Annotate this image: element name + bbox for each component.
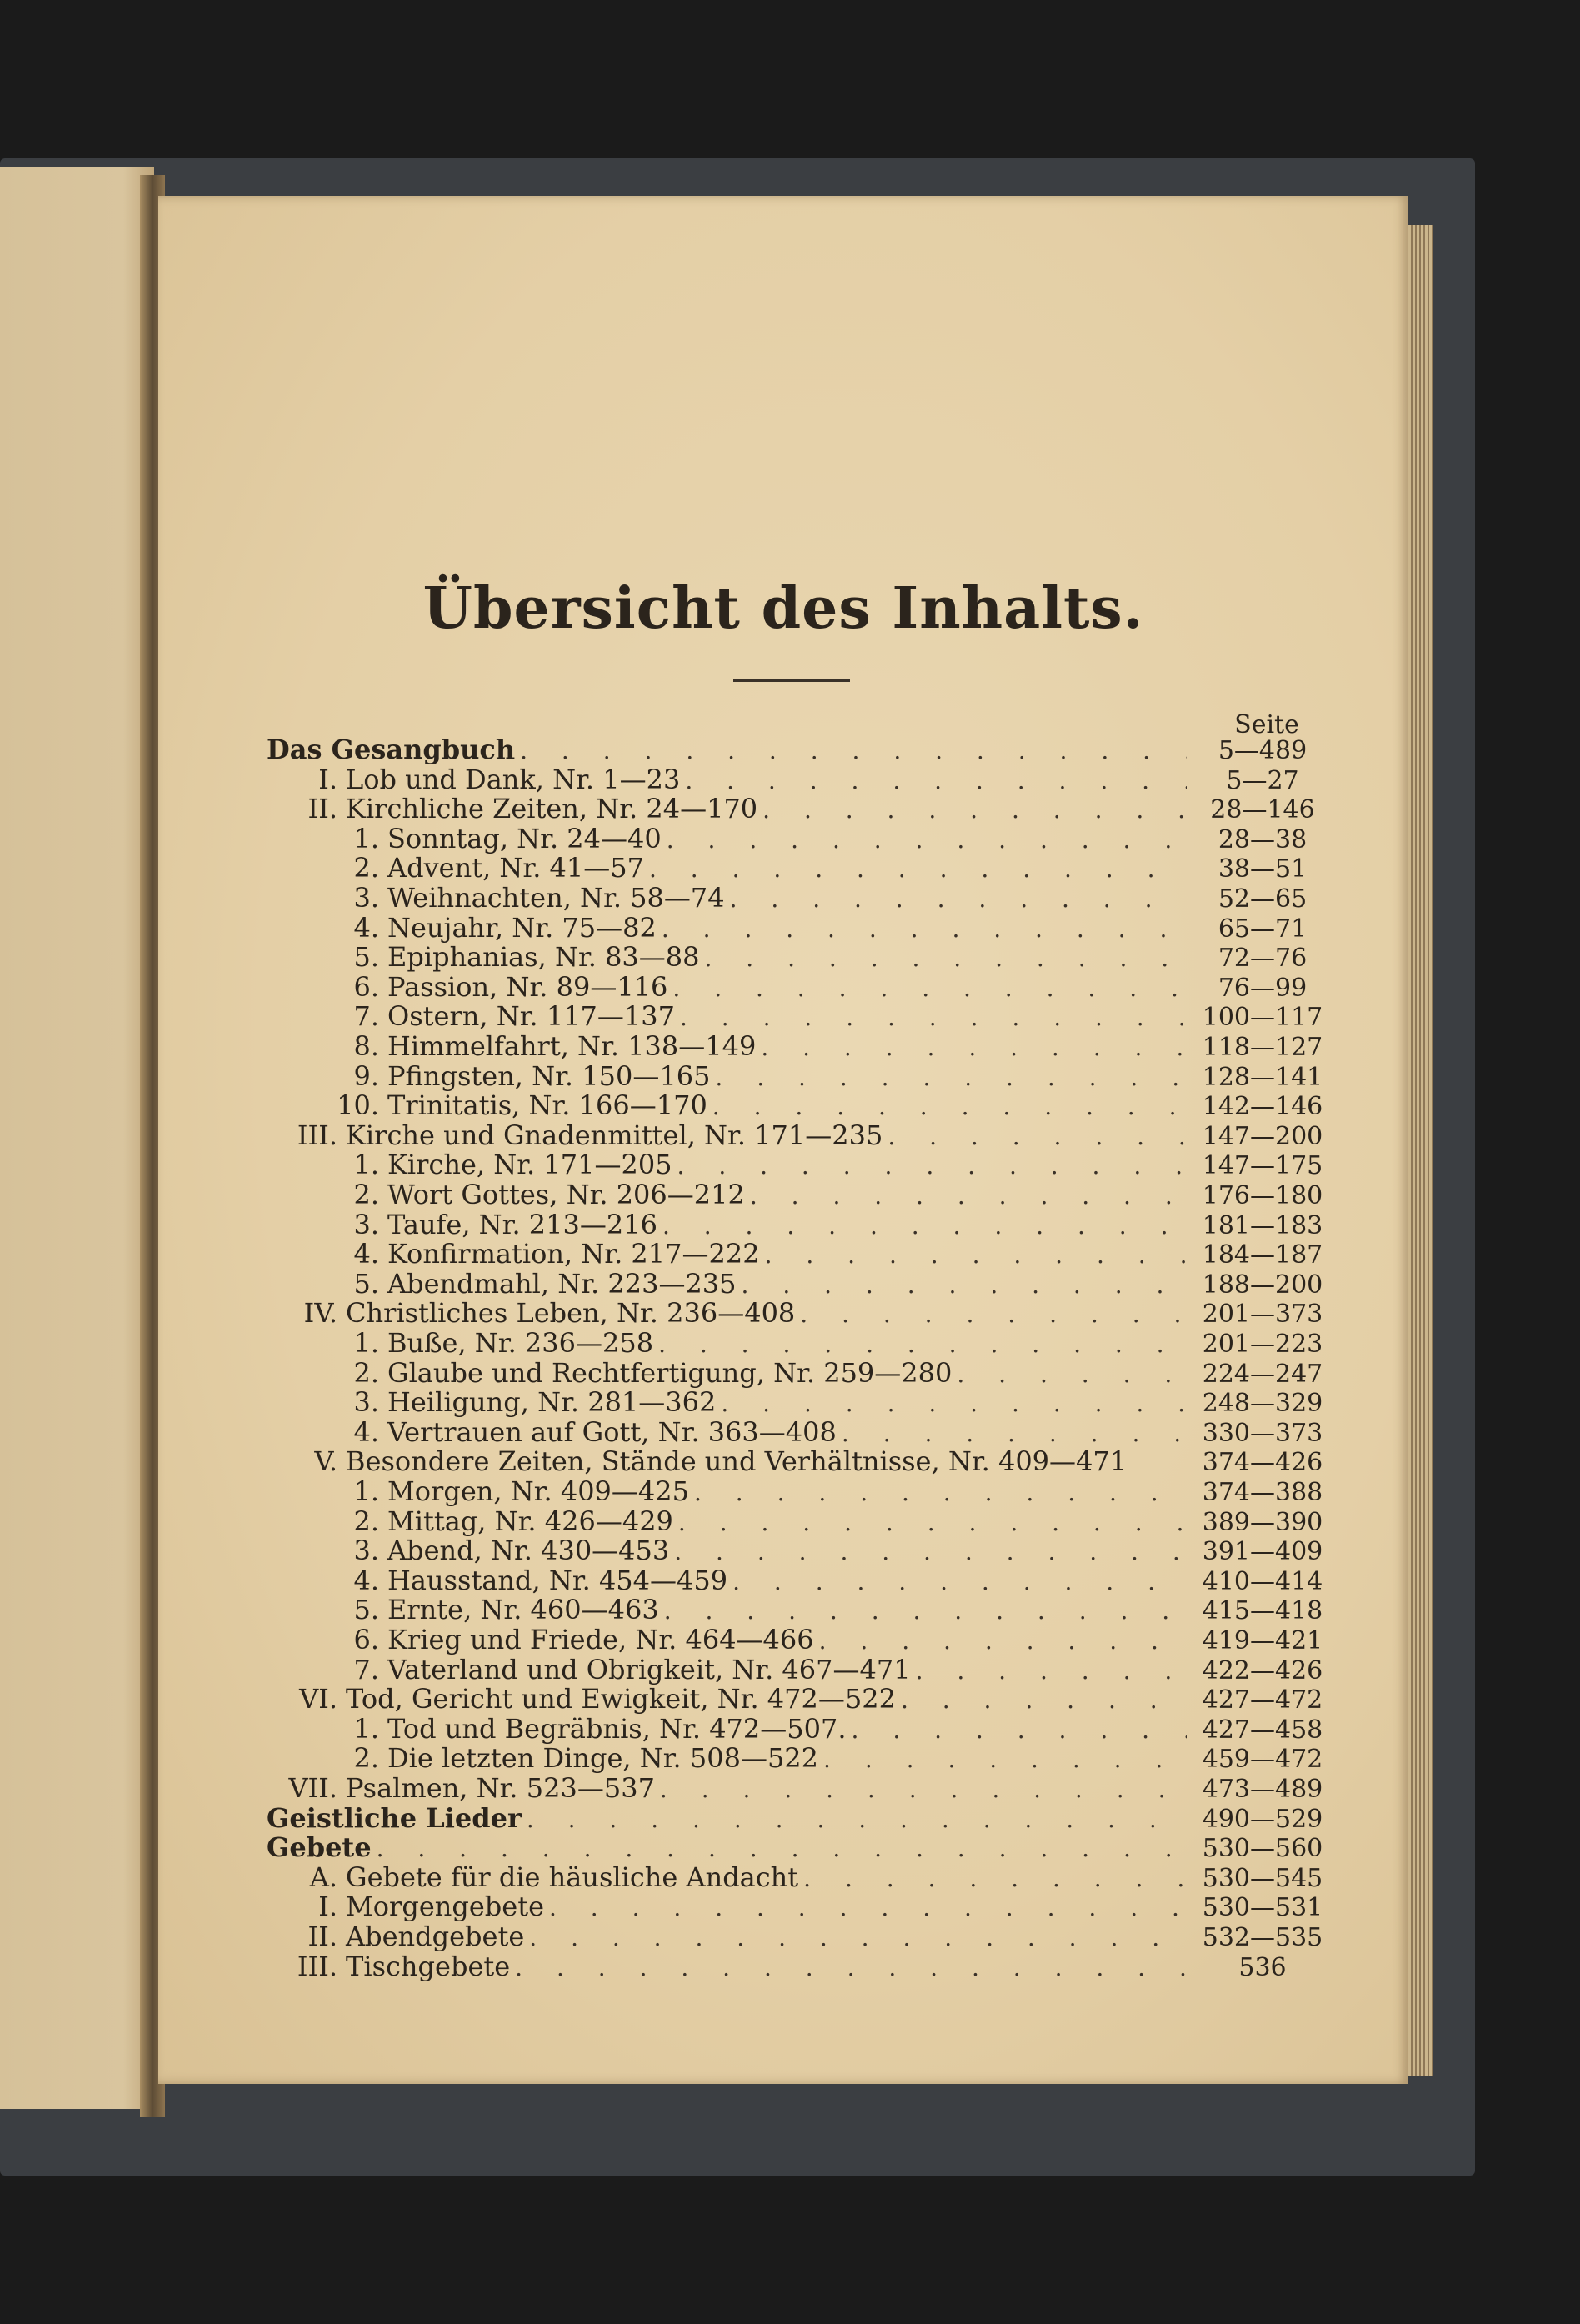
toc-number: 4. [353,1415,379,1448]
toc-label: Abendmahl, Nr. 223—235 [388,1267,737,1300]
toc-label: Trinitatis, Nr. 166—170 [388,1089,708,1122]
toc-row [158,1386,1333,1418]
dot-leader [672,974,1187,1002]
toc-row [158,764,1333,795]
toc-row [158,1209,1333,1240]
toc-page-range: 5—27 [1226,765,1299,795]
toc-row [158,1654,1333,1685]
toc-number: 5. [353,941,379,974]
toc-number: 1. [353,1475,379,1507]
toc-number: 7. [353,1000,379,1033]
toc-page-range: 459—472 [1202,1745,1323,1775]
toc-page-range: 536 [1238,1952,1287,1982]
toc-number: 3. [353,1208,379,1240]
dot-leader [685,767,1187,794]
dot-leader [680,1004,1187,1031]
toc-number: 2. [353,1505,379,1537]
dot-leader [901,1686,1187,1714]
dot-leader [819,1627,1187,1655]
toc-label: Ostern, Nr. 117—137 [388,1000,675,1033]
toc-page-range: 530—560 [1202,1834,1323,1864]
dot-leader [705,944,1188,972]
toc-row [158,1505,1333,1537]
toc-number: I. [318,763,338,795]
toc-label: Abendgebete [346,1921,525,1952]
dot-leader [529,1924,1187,1951]
dot-leader [649,855,1187,883]
toc-label: Besondere Zeiten, Stände und Verhältnisse, Nr. 409—471 [346,1445,1128,1478]
toc-number: VII. [288,1772,338,1804]
toc-label: Kirche und Gnadenmittel, Nr. 171—235 [346,1119,883,1151]
toc-number: 1. [353,1149,379,1181]
toc-label: Lob und Dank, Nr. 1—23 [346,763,681,795]
toc-number: VI. [299,1683,338,1715]
toc-number: IV. [303,1297,338,1330]
toc-row [158,1149,1333,1180]
toc-row [158,912,1333,944]
dot-leader [916,1657,1187,1685]
toc-page-range: 374—388 [1202,1478,1323,1507]
toc-page-range: 118—127 [1202,1033,1323,1062]
toc-number: 9. [353,1059,379,1092]
toc-label: Epiphanias, Nr. 83—88 [388,941,700,974]
toc-number: II. [308,793,338,825]
dot-leader [761,1034,1187,1061]
toc-number: 4. [353,1238,379,1270]
toc-row [158,1891,1333,1922]
toc-label: Glaube und Rechtfertigung, Nr. 259—280 [388,1356,952,1389]
dot-leader [694,1479,1187,1506]
toc-label: Mittag, Nr. 426—429 [388,1505,673,1537]
toc-row [158,1683,1333,1715]
toc-page-range: 65—71 [1218,914,1308,944]
toc-row [158,1594,1333,1625]
toc-label: Morgengebete [346,1891,544,1923]
toc-number: 1. [353,1327,379,1359]
toc-row [158,1713,1333,1745]
toc-row [158,1030,1333,1062]
toc-number: A. [309,1861,338,1893]
dot-leader [712,1093,1187,1120]
toc-row [158,1445,1333,1477]
toc-label: Morgen, Nr. 409—425 [388,1475,689,1507]
toc-label: Himmelfahrt, Nr. 138—149 [388,1030,757,1062]
toc-row [158,1951,1333,1982]
toc-row [158,882,1333,914]
dot-leader [842,1420,1187,1447]
toc-page-range: 490—529 [1202,1804,1323,1834]
toc-label: Gebete [267,1831,372,1864]
toc-page-range: 530—545 [1202,1863,1323,1893]
toc-number: 10. [337,1089,379,1122]
toc-page-range: 147—200 [1202,1121,1323,1151]
toc-row [158,1089,1333,1121]
toc-page-range: 415—418 [1202,1596,1323,1626]
toc-label: Vertrauen auf Gott, Nr. 363—408 [388,1415,837,1448]
toc-page-range: 473—489 [1202,1775,1323,1804]
toc-page-range: 181—183 [1202,1210,1323,1240]
dot-leader [721,1390,1187,1417]
toc-page-range: 224—247 [1202,1359,1323,1389]
toc-number: 7. [353,1653,379,1685]
dot-leader [715,1064,1187,1091]
toc-label: Kirche, Nr. 171—205 [388,1149,672,1181]
toc-number: 3. [353,1386,379,1419]
toc-page-range: 188—200 [1202,1270,1323,1300]
toc-page-range: 201—223 [1202,1330,1323,1359]
toc-row [158,1416,1333,1448]
toc-page-range: 530—531 [1202,1893,1323,1923]
toc-label: Heiligung, Nr. 281—362 [388,1386,717,1419]
toc-row [158,1297,1333,1329]
dot-leader [515,1954,1187,1981]
toc-label: Passion, Nr. 89—116 [388,970,668,1003]
toc-row [158,1565,1333,1596]
toc-page-range: 52—65 [1218,884,1308,914]
toc-page-range: 100—117 [1202,1003,1323,1033]
toc-label: Psalmen, Nr. 523—537 [346,1772,655,1804]
toc-number: 1. [353,822,379,854]
toc-number: 8. [353,1030,379,1062]
toc-row [158,1535,1333,1566]
toc-label: Gebete für die häusliche Andacht [346,1861,799,1893]
toc-number: 6. [353,1624,379,1655]
dot-leader [662,915,1187,943]
toc-number: II. [308,1921,338,1952]
toc-row [158,1802,1333,1834]
toc-number: 1. [353,1712,379,1745]
toc-row [158,852,1333,884]
toc-label: Die letzten Dinge, Nr. 508—522 [388,1742,819,1775]
toc-page-range: 330—373 [1202,1418,1323,1448]
toc-page-range: 427—472 [1202,1685,1323,1715]
dot-leader [527,1806,1187,1833]
toc-page-range: 391—409 [1202,1537,1323,1567]
toc-number: 2. [353,1356,379,1389]
toc-page-range: 128—141 [1202,1062,1323,1092]
toc-row [158,1861,1333,1893]
toc-page-range: 389—390 [1202,1507,1323,1537]
toc-page-range: 184—187 [1202,1240,1323,1270]
dot-leader [800,1300,1187,1328]
toc-label: Sonntag, Nr. 24—40 [388,822,662,854]
dot-leader [742,1271,1187,1299]
toc-number: 4. [353,1564,379,1596]
toc-number: 3. [353,1535,379,1567]
toc-number: 2. [353,1742,379,1775]
toc-label: Advent, Nr. 41—57 [388,852,644,884]
toc-label: Neujahr, Nr. 75—82 [388,911,657,944]
toc-page-range: 532—535 [1202,1923,1323,1952]
dot-leader [678,1152,1187,1180]
dot-leader [730,885,1187,913]
toc-label: Krieg und Friede, Nr. 464—466 [388,1624,814,1655]
toc-label: Konfirmation, Nr. 217—222 [388,1238,760,1270]
toc-page-range: 248—329 [1202,1389,1323,1419]
toc-number: 2. [353,852,379,884]
toc-row [158,1238,1333,1270]
toc-label: Wort Gottes, Nr. 206—212 [388,1179,745,1210]
toc-page-range: 5—489 [1218,736,1308,765]
dot-leader [750,1182,1187,1210]
page-title: Übersicht des Inhalts. [422,575,1144,642]
toc-page-range: 28—38 [1218,824,1308,854]
toc-page-range: 374—426 [1202,1448,1323,1478]
dot-leader [732,1568,1187,1595]
toc-page-range: 176—180 [1202,1181,1323,1210]
dot-leader [803,1865,1187,1892]
dot-leader [674,1538,1187,1565]
toc-label: Geistliche Lieder [267,1801,522,1834]
toc-page-range: 422—426 [1202,1655,1323,1685]
toc-row [158,1742,1333,1774]
contents-page [158,196,1408,2084]
toc-page-range: 427—458 [1202,1715,1323,1745]
toc-page-range: 38—51 [1218,854,1308,884]
dot-leader [662,1212,1187,1240]
dot-leader [664,1597,1187,1625]
toc-label: Das Gesangbuch [267,734,516,765]
toc-number: 3. [353,882,379,914]
dot-leader [520,737,1187,764]
toc-page-range: 147—175 [1202,1151,1323,1181]
toc-number: III. [297,1119,338,1151]
toc-number: 5. [353,1267,379,1300]
toc-label: Tischgebete [346,1950,511,1982]
toc-row [158,1357,1333,1389]
dot-leader [762,796,1187,824]
dot-leader [377,1835,1187,1862]
toc-label: Taufe, Nr. 213—216 [388,1208,658,1240]
toc-row [158,1060,1333,1092]
toc-label: Weihnachten, Nr. 58—74 [388,882,725,914]
toc-label: Tod und Begräbnis, Nr. 472—507. [388,1712,847,1745]
toc-row [158,734,1333,765]
toc-row [158,971,1333,1003]
dot-leader [823,1746,1187,1773]
left-page [0,167,154,2109]
page-column-header: Seite [1234,710,1299,739]
toc-row [158,1475,1333,1507]
toc-row [158,941,1333,973]
toc-row [158,1921,1333,1952]
toc-row [158,1327,1333,1359]
toc-label: Pfingsten, Nr. 150—165 [388,1059,711,1092]
dot-leader [658,1330,1187,1358]
toc-page-range: 142—146 [1202,1092,1323,1122]
toc-row [158,823,1333,854]
dot-leader [660,1776,1187,1803]
toc-row [158,1119,1333,1151]
toc-label: Abend, Nr. 430—453 [388,1535,670,1567]
dot-leader [667,826,1187,854]
toc-row [158,1268,1333,1300]
toc-number: 2. [353,1179,379,1210]
toc-page-range: 76—99 [1218,973,1308,1003]
toc-number: III. [297,1950,338,1982]
dot-leader [852,1716,1187,1744]
toc-label: Vaterland und Obrigkeit, Nr. 467—471 [388,1653,911,1685]
toc-page-range: 28—146 [1210,795,1315,825]
toc-page-range: 72—76 [1218,944,1308,974]
dot-leader [957,1360,1187,1388]
toc-row [158,793,1333,824]
toc-label: Tod, Gericht und Ewigkeit, Nr. 472—522 [346,1683,896,1715]
toc-number: I. [318,1891,338,1923]
toc-number: 4. [353,911,379,944]
dot-leader [888,1123,1187,1150]
toc-label: Christliches Leben, Nr. 236—408 [346,1297,796,1330]
dot-leader [765,1241,1187,1269]
toc-label: Hausstand, Nr. 454—459 [388,1564,728,1596]
toc-row [158,1772,1333,1804]
toc-number: 5. [353,1594,379,1626]
toc-row [158,1000,1333,1032]
toc-page-range: 419—421 [1202,1626,1323,1655]
dot-leader [549,1894,1187,1921]
toc-row [158,1624,1333,1655]
toc-number: 6. [353,970,379,1003]
title-divider [733,679,850,682]
toc-label: Buße, Nr. 236—258 [388,1327,654,1359]
toc-row [158,1831,1333,1863]
toc-page-range: 410—414 [1202,1566,1323,1596]
dot-leader [678,1509,1187,1536]
toc-label: Ernte, Nr. 460—463 [388,1594,659,1626]
toc-label: Kirchliche Zeiten, Nr. 24—170 [346,793,758,825]
toc-number: V. [314,1445,338,1478]
toc-row [158,1179,1333,1210]
toc-page-range: 201—373 [1202,1300,1323,1330]
